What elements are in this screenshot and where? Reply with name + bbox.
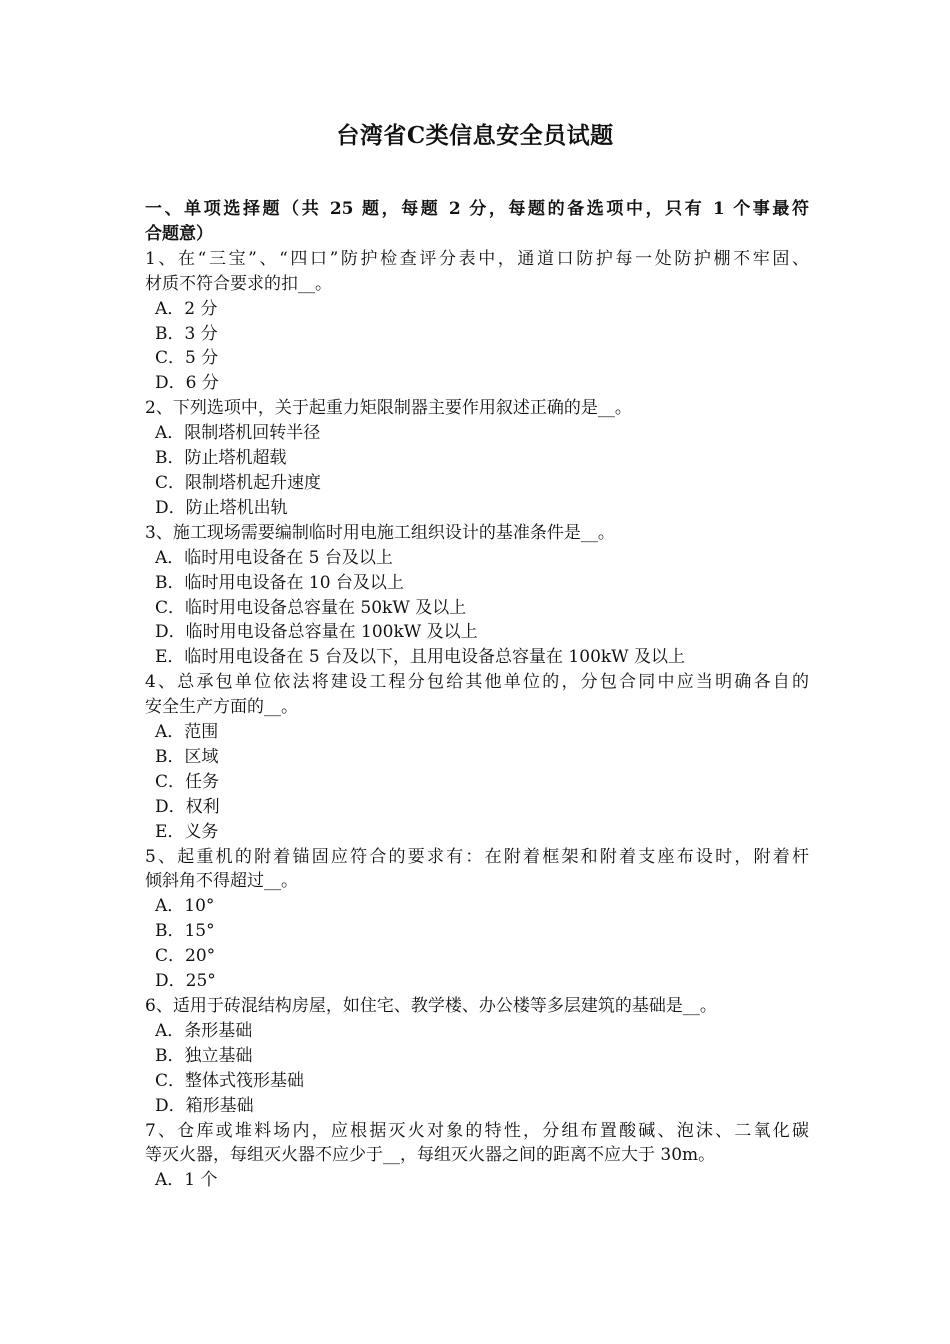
answer-option: C．整体式筏形基础 [155, 1070, 305, 1091]
document-body [145, 197, 809, 1193]
question-text-line: 倾斜角不得超过__。 [145, 871, 298, 892]
question-4 [145, 670, 809, 844]
section-heading-line1: 一、单项选择题（共 25 题，每题 2 分，每题的备选项中，只有 1 个事最符 [145, 199, 809, 219]
question-text-line: 等灭火器，每组灭火器不应少于__，每组灭火器之间的距离不应大于 30m。 [145, 1145, 716, 1166]
question-text-line: 1、在“三宝”、“四口”防护检查评分表中，通道口防护每一处防护棚不牢固、 [145, 248, 809, 269]
question-5 [145, 845, 809, 994]
answer-option: D．6 分 [155, 373, 219, 394]
answer-option: A．范围 [155, 722, 219, 743]
answer-option: C．5 分 [155, 348, 219, 369]
question-text-line: 材质不符合要求的扣__。 [145, 273, 332, 294]
answer-option: E．义务 [155, 821, 219, 842]
question-text-line: 6、适用于砖混结构房屋，如住宅、教学楼、办公楼等多层建筑的基础是__。 [145, 996, 717, 1016]
answer-option: D．箱形基础 [155, 1095, 254, 1116]
answer-option: A．10° [155, 896, 215, 917]
answer-option: A．条形基础 [155, 1020, 253, 1041]
question-3 [145, 521, 809, 670]
answer-option: D．25° [155, 971, 216, 992]
answer-option: B．3 分 [155, 323, 218, 344]
question-text-line: 安全生产方面的__。 [145, 697, 298, 718]
answer-option: B．临时用电设备在 10 台及以上 [155, 572, 404, 593]
question-6 [145, 994, 809, 1119]
question-text-line: 7、仓库或堆料场内，应根据灭火对象的特性，分组布置酸碱、泡沫、二氧化碳 [145, 1120, 809, 1141]
answer-option: A．临时用电设备在 5 台及以上 [155, 547, 393, 568]
answer-option: C．20° [155, 946, 216, 967]
answer-option: C．临时用电设备总容量在 50kW 及以上 [155, 597, 467, 618]
question-text-line: 3、施工现场需要编制临时用电施工组织设计的基准条件是__。 [145, 522, 615, 543]
answer-option: A．1 个 [155, 1170, 218, 1191]
question-text-line: 4、总承包单位依法将建设工程分包给其他单位的，分包合同中应当明确各自的 [145, 672, 809, 693]
question-1 [145, 247, 809, 396]
answer-option: C．限制塔机起升速度 [155, 472, 322, 493]
answer-option: D．防止塔机出轨 [155, 497, 288, 518]
answer-option: D．权利 [155, 796, 220, 817]
answer-option: B．防止塔机超载 [155, 448, 287, 469]
section-heading-line2: 合题意） [145, 223, 213, 244]
question-7 [145, 1119, 809, 1194]
question-text-line: 2、下列选项中，关于起重力矩限制器主要作用叙述正确的是__。 [145, 398, 632, 419]
answer-option: D．临时用电设备总容量在 100kW 及以上 [155, 622, 478, 643]
question-text-line: 5、起重机的附着锚固应符合的要求有：在附着框架和附着支座布设时，附着杆 [145, 846, 809, 867]
answer-option: B．独立基础 [155, 1045, 253, 1066]
answer-option: A．限制塔机回转半径 [155, 423, 321, 444]
answer-option: E．临时用电设备在 5 台及以下，且用电设备总容量在 100kW 及以上 [155, 647, 686, 668]
question-2 [145, 396, 809, 521]
answer-option: C．任务 [155, 771, 220, 792]
document-title: 台湾省C类信息安全员试题 [336, 122, 614, 149]
answer-option: B．区域 [155, 746, 219, 767]
answer-option: B．15° [155, 921, 215, 942]
answer-option: A．2 分 [155, 298, 218, 319]
